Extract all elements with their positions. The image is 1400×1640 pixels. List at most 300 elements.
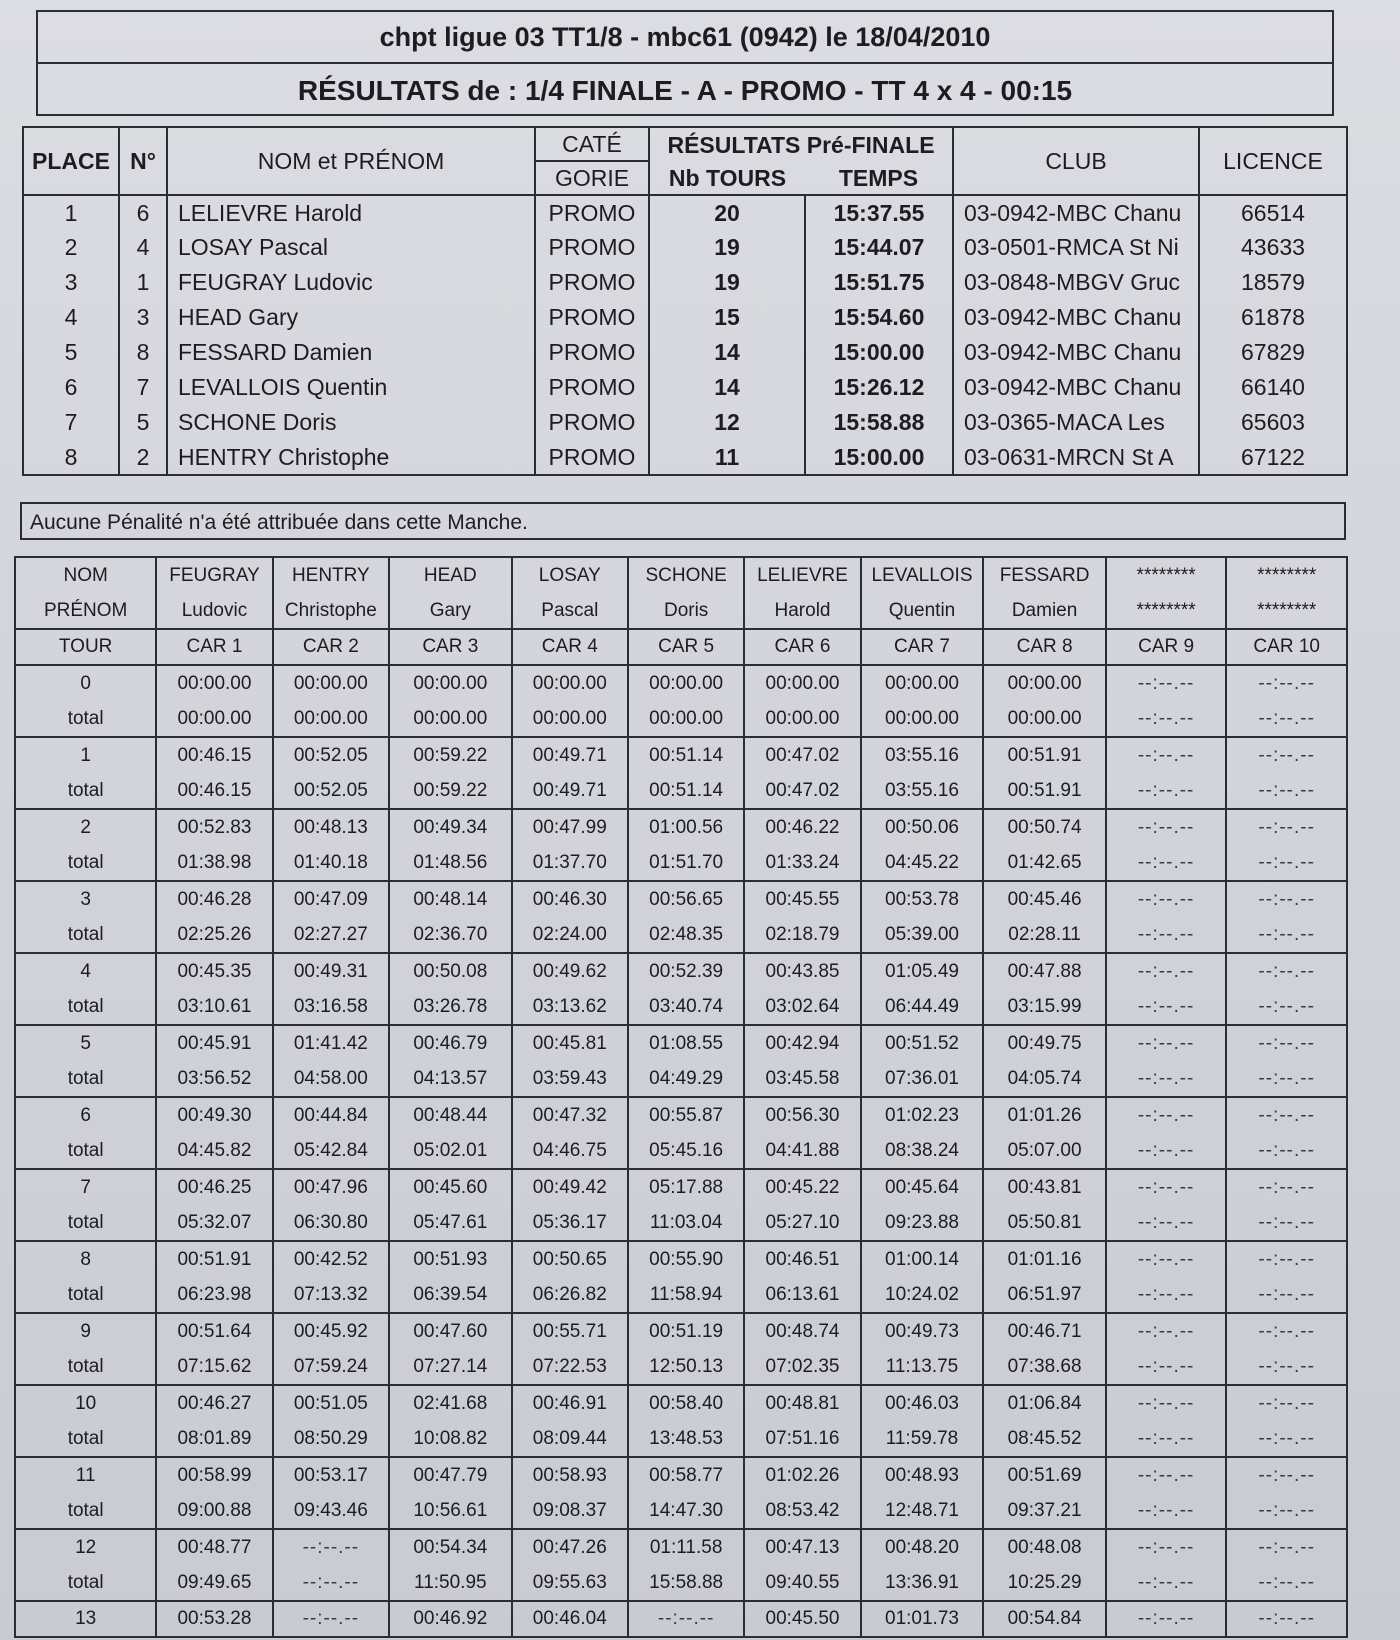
lap-row	[15, 881, 1347, 917]
total-time: --:--.--	[1106, 1349, 1227, 1385]
driver-nom: FESSARD	[983, 557, 1106, 593]
total-label: total	[15, 917, 156, 953]
total-time: 00:51.91	[983, 773, 1106, 809]
total-time: 09:23.88	[861, 1205, 984, 1241]
total-time: 05:36.17	[512, 1205, 628, 1241]
lap-number: 13	[15, 1601, 156, 1637]
total-time: 11:50.95	[389, 1565, 512, 1601]
driver-prenom: Harold	[744, 593, 860, 629]
total-time: 08:09.44	[512, 1421, 628, 1457]
total-time: 08:38.24	[861, 1133, 984, 1169]
total-time: 07:22.53	[512, 1349, 628, 1385]
total-time: 00:00.00	[744, 701, 860, 737]
lap-time: 00:50.08	[389, 953, 512, 989]
total-row	[15, 1493, 1347, 1529]
total-time: 07:38.68	[983, 1349, 1106, 1385]
lap-time: 00:45.46	[983, 881, 1106, 917]
result-licence: 43633	[1199, 230, 1347, 265]
total-time: --:--.--	[1106, 773, 1227, 809]
total-time: 09:37.21	[983, 1493, 1106, 1529]
lap-row	[15, 1385, 1347, 1421]
total-label: total	[15, 1493, 156, 1529]
lap-time: 00:47.79	[389, 1457, 512, 1493]
lap-time: 00:49.31	[273, 953, 389, 989]
lap-time: 01:11.58	[628, 1529, 744, 1565]
lap-time: 01:05.49	[861, 953, 984, 989]
result-laps: 14	[649, 370, 805, 405]
lap-time: --:--.--	[273, 1601, 389, 1637]
total-time: 02:36.70	[389, 917, 512, 953]
total-label: total	[15, 1421, 156, 1457]
lap-time: --:--.--	[1226, 1241, 1347, 1277]
lap-time: 00:47.60	[389, 1313, 512, 1349]
lap-time: 00:49.30	[156, 1097, 272, 1133]
results-body	[23, 195, 1347, 475]
total-time: 00:00.00	[628, 701, 744, 737]
lap-time: 01:08.55	[628, 1025, 744, 1061]
lap-number: 8	[15, 1241, 156, 1277]
total-time: 07:36.01	[861, 1061, 984, 1097]
total-time: 08:50.29	[273, 1421, 389, 1457]
total-time: 05:50.81	[983, 1205, 1106, 1241]
driver-prenom: Doris	[628, 593, 744, 629]
lap-time: 00:56.30	[744, 1097, 860, 1133]
lap-time: 00:58.40	[628, 1385, 744, 1421]
result-club: 03-0848-MBGV Gruc	[953, 265, 1199, 300]
lap-row	[15, 1601, 1347, 1637]
total-time: 07:13.32	[273, 1277, 389, 1313]
driver-prenom: ********	[1106, 593, 1227, 629]
driver-car: CAR 7	[861, 629, 984, 665]
lap-time: 00:51.91	[156, 1241, 272, 1277]
label-prenom: PRÉNOM	[15, 593, 156, 629]
lap-time: 00:46.79	[389, 1025, 512, 1061]
result-row	[23, 300, 1347, 335]
lap-time: 00:55.87	[628, 1097, 744, 1133]
result-number: 2	[119, 440, 167, 475]
lap-time: 00:46.71	[983, 1313, 1106, 1349]
driver-nom: SCHONE	[628, 557, 744, 593]
total-time: --:--.--	[1226, 1565, 1347, 1601]
lap-time: 00:46.30	[512, 881, 628, 917]
total-time: --:--.--	[1106, 1421, 1227, 1457]
lap-time: 00:54.34	[389, 1529, 512, 1565]
lap-time: 00:00.00	[983, 665, 1106, 701]
total-time: 07:59.24	[273, 1349, 389, 1385]
lap-time: 00:49.71	[512, 737, 628, 773]
lap-time: --:--.--	[1106, 1385, 1227, 1421]
driver-nom: LELIEVRE	[744, 557, 860, 593]
lap-time: --:--.--	[1106, 1241, 1227, 1277]
result-time: 15:54.60	[805, 300, 953, 335]
lap-time: 00:46.92	[389, 1601, 512, 1637]
total-time: 07:51.16	[744, 1421, 860, 1457]
lap-time: 01:01.16	[983, 1241, 1106, 1277]
total-time: 06:23.98	[156, 1277, 272, 1313]
lap-time: --:--.--	[1226, 1313, 1347, 1349]
lap-time: 00:44.84	[273, 1097, 389, 1133]
result-place: 6	[23, 370, 119, 405]
lap-time: --:--.--	[1106, 1025, 1227, 1061]
header-row-car	[15, 629, 1347, 665]
lap-time: --:--.--	[1106, 1601, 1227, 1637]
lap-time: 00:46.28	[156, 881, 272, 917]
result-laps: 15	[649, 300, 805, 335]
total-time: 04:45.82	[156, 1133, 272, 1169]
lap-number: 9	[15, 1313, 156, 1349]
lap-time: 01:00.14	[861, 1241, 984, 1277]
total-time: --:--.--	[273, 1565, 389, 1601]
result-laps: 19	[649, 265, 805, 300]
col-club: CLUB	[953, 127, 1199, 195]
result-place: 3	[23, 265, 119, 300]
total-time: 03:45.58	[744, 1061, 860, 1097]
lap-time: 00:52.39	[628, 953, 744, 989]
lap-time: 00:58.99	[156, 1457, 272, 1493]
lap-time: 00:46.25	[156, 1169, 272, 1205]
total-row	[15, 1565, 1347, 1601]
result-place: 4	[23, 300, 119, 335]
lap-time: 00:48.08	[983, 1529, 1106, 1565]
total-label: total	[15, 1061, 156, 1097]
result-licence: 66514	[1199, 195, 1347, 230]
lap-time: 00:52.05	[273, 737, 389, 773]
total-label: total	[15, 1277, 156, 1313]
lap-number: 11	[15, 1457, 156, 1493]
lap-time: --:--.--	[628, 1601, 744, 1637]
total-row	[15, 1349, 1347, 1385]
results-table	[22, 126, 1348, 476]
total-time: 00:47.02	[744, 773, 860, 809]
total-row	[15, 845, 1347, 881]
lap-time: 00:46.15	[156, 737, 272, 773]
total-time: 01:38.98	[156, 845, 272, 881]
result-licence: 67829	[1199, 335, 1347, 370]
total-row	[15, 917, 1347, 953]
col-licence: LICENCE	[1199, 127, 1347, 195]
lap-time: 00:46.03	[861, 1385, 984, 1421]
total-time: --:--.--	[1226, 701, 1347, 737]
driver-prenom: Pascal	[512, 593, 628, 629]
lap-time: 00:49.75	[983, 1025, 1106, 1061]
total-time: 10:24.02	[861, 1277, 984, 1313]
lap-time: 00:48.77	[156, 1529, 272, 1565]
total-time: 02:18.79	[744, 917, 860, 953]
result-club: 03-0942-MBC Chanu	[953, 300, 1199, 335]
lap-row	[15, 1457, 1347, 1493]
driver-car: CAR 5	[628, 629, 744, 665]
lap-time: 00:51.69	[983, 1457, 1106, 1493]
lap-number: 2	[15, 809, 156, 845]
lap-time: 01:06.84	[983, 1385, 1106, 1421]
result-time: 15:51.75	[805, 265, 953, 300]
col-prefinal: RÉSULTATS Pré-FINALE	[649, 127, 953, 161]
col-time: TEMPS	[805, 161, 953, 195]
lap-time: 00:00.00	[156, 665, 272, 701]
result-time: 15:00.00	[805, 335, 953, 370]
total-time: 06:51.97	[983, 1277, 1106, 1313]
lap-row	[15, 1097, 1347, 1133]
lap-time: 00:49.73	[861, 1313, 984, 1349]
result-row	[23, 195, 1347, 230]
total-time: 06:26.82	[512, 1277, 628, 1313]
total-time: --:--.--	[1106, 1277, 1227, 1313]
total-time: 13:36.91	[861, 1565, 984, 1601]
total-label: total	[15, 1133, 156, 1169]
total-time: 03:56.52	[156, 1061, 272, 1097]
driver-car: CAR 8	[983, 629, 1106, 665]
lap-row	[15, 1529, 1347, 1565]
result-laps: 20	[649, 195, 805, 230]
total-time: 03:13.62	[512, 989, 628, 1025]
driver-prenom: Ludovic	[156, 593, 272, 629]
lap-time: 00:58.77	[628, 1457, 744, 1493]
result-place: 2	[23, 230, 119, 265]
total-label: total	[15, 845, 156, 881]
lap-time: 00:48.74	[744, 1313, 860, 1349]
result-name: FEUGRAY Ludovic	[167, 265, 535, 300]
lap-time: 00:46.04	[512, 1601, 628, 1637]
result-number: 1	[119, 265, 167, 300]
total-time: 03:10.61	[156, 989, 272, 1025]
total-time: 01:42.65	[983, 845, 1106, 881]
total-time: 12:48.71	[861, 1493, 984, 1529]
lap-time: 00:45.22	[744, 1169, 860, 1205]
result-category: PROMO	[535, 195, 649, 230]
lap-time: 00:46.22	[744, 809, 860, 845]
lap-time: --:--.--	[1226, 737, 1347, 773]
lap-time: 00:48.14	[389, 881, 512, 917]
total-time: --:--.--	[1226, 1205, 1347, 1241]
driver-car: CAR 2	[273, 629, 389, 665]
total-label: total	[15, 989, 156, 1025]
total-row	[15, 1133, 1347, 1169]
lap-row	[15, 1313, 1347, 1349]
lap-time: --:--.--	[1106, 1457, 1227, 1493]
lap-row	[15, 809, 1347, 845]
lap-time: 00:48.81	[744, 1385, 860, 1421]
total-time: --:--.--	[1106, 845, 1227, 881]
total-time: 10:08.82	[389, 1421, 512, 1457]
total-time: 00:52.05	[273, 773, 389, 809]
lap-time: 00:45.64	[861, 1169, 984, 1205]
total-time: 15:58.88	[628, 1565, 744, 1601]
result-number: 3	[119, 300, 167, 335]
lap-time: 00:53.28	[156, 1601, 272, 1637]
lap-time: --:--.--	[1226, 1385, 1347, 1421]
driver-car: CAR 1	[156, 629, 272, 665]
total-time: --:--.--	[1226, 917, 1347, 953]
lap-time: 00:48.93	[861, 1457, 984, 1493]
lap-time: --:--.--	[1226, 1529, 1347, 1565]
total-time: 13:48.53	[628, 1421, 744, 1457]
result-licence: 66140	[1199, 370, 1347, 405]
lap-number: 1	[15, 737, 156, 773]
result-club: 03-0942-MBC Chanu	[953, 335, 1199, 370]
title-box	[36, 10, 1334, 116]
total-time: --:--.--	[1106, 1133, 1227, 1169]
result-number: 6	[119, 195, 167, 230]
lap-row	[15, 737, 1347, 773]
penalty-notice: Aucune Pénalité n'a été attribuée dans cette Manche.	[20, 502, 1346, 540]
total-time: 09:43.46	[273, 1493, 389, 1529]
total-time: 00:00.00	[861, 701, 984, 737]
result-category: PROMO	[535, 335, 649, 370]
col-number: N°	[119, 127, 167, 195]
lap-time: --:--.--	[1226, 1457, 1347, 1493]
lap-time: 00:53.78	[861, 881, 984, 917]
result-category: PROMO	[535, 405, 649, 440]
lap-time: 00:47.02	[744, 737, 860, 773]
total-time: 03:15.99	[983, 989, 1106, 1025]
result-name: LELIEVRE Harold	[167, 195, 535, 230]
lap-time: 00:00.00	[273, 665, 389, 701]
result-time: 15:00.00	[805, 440, 953, 475]
result-row	[23, 440, 1347, 475]
total-time: 02:28.11	[983, 917, 1106, 953]
total-time: 04:58.00	[273, 1061, 389, 1097]
driver-nom: HEAD	[389, 557, 512, 593]
total-time: 12:50.13	[628, 1349, 744, 1385]
lap-time: --:--.--	[1106, 665, 1227, 701]
total-time: 02:27.27	[273, 917, 389, 953]
total-time: 10:25.29	[983, 1565, 1106, 1601]
lap-time: 00:46.51	[744, 1241, 860, 1277]
total-time: 00:00.00	[512, 701, 628, 737]
lap-row	[15, 1241, 1347, 1277]
driver-nom: LOSAY	[512, 557, 628, 593]
lap-time: 01:02.23	[861, 1097, 984, 1133]
total-time: 05:07.00	[983, 1133, 1106, 1169]
result-category: PROMO	[535, 370, 649, 405]
lap-time: 00:51.14	[628, 737, 744, 773]
col-category-bottom: GORIE	[535, 161, 649, 195]
result-place: 7	[23, 405, 119, 440]
result-laps: 19	[649, 230, 805, 265]
result-club: 03-0942-MBC Chanu	[953, 370, 1199, 405]
result-licence: 61878	[1199, 300, 1347, 335]
total-time: 05:42.84	[273, 1133, 389, 1169]
header-row-prenom	[15, 593, 1347, 629]
lap-time: 00:00.00	[389, 665, 512, 701]
lap-time: --:--.--	[1226, 1097, 1347, 1133]
result-category: PROMO	[535, 230, 649, 265]
lap-time: 00:55.71	[512, 1313, 628, 1349]
result-number: 5	[119, 405, 167, 440]
total-time: 09:49.65	[156, 1565, 272, 1601]
total-label: total	[15, 1565, 156, 1601]
lap-time: --:--.--	[1106, 1169, 1227, 1205]
laps-table	[14, 556, 1348, 1638]
lap-time: 00:00.00	[861, 665, 984, 701]
lap-time: 00:42.52	[273, 1241, 389, 1277]
lap-time: 00:48.44	[389, 1097, 512, 1133]
lap-time: 00:46.27	[156, 1385, 272, 1421]
lap-time: 00:00.00	[744, 665, 860, 701]
lap-time: 00:52.83	[156, 809, 272, 845]
result-name: FESSARD Damien	[167, 335, 535, 370]
label-tour: TOUR	[15, 629, 156, 665]
driver-nom: LEVALLOIS	[861, 557, 984, 593]
result-category: PROMO	[535, 300, 649, 335]
driver-prenom: Christophe	[273, 593, 389, 629]
result-number: 7	[119, 370, 167, 405]
lap-time: 00:42.94	[744, 1025, 860, 1061]
lap-time: 00:45.81	[512, 1025, 628, 1061]
lap-time: --:--.--	[1226, 1169, 1347, 1205]
result-club: 03-0365-MACA Les	[953, 405, 1199, 440]
total-time: 07:27.14	[389, 1349, 512, 1385]
lap-time: 00:46.91	[512, 1385, 628, 1421]
total-time: --:--.--	[1106, 701, 1227, 737]
lap-time: --:--.--	[1226, 1601, 1347, 1637]
result-place: 5	[23, 335, 119, 370]
total-time: 09:55.63	[512, 1565, 628, 1601]
total-time: 05:39.00	[861, 917, 984, 953]
total-time: 04:13.57	[389, 1061, 512, 1097]
lap-time: 00:51.05	[273, 1385, 389, 1421]
total-time: --:--.--	[1226, 1277, 1347, 1313]
lap-time: --:--.--	[1226, 809, 1347, 845]
lap-row	[15, 1169, 1347, 1205]
lap-time: 00:51.19	[628, 1313, 744, 1349]
total-time: 02:24.00	[512, 917, 628, 953]
driver-car: CAR 9	[1106, 629, 1227, 665]
lap-time: 02:41.68	[389, 1385, 512, 1421]
driver-nom: HENTRY	[273, 557, 389, 593]
lap-time: 01:41.42	[273, 1025, 389, 1061]
total-time: 01:37.70	[512, 845, 628, 881]
total-time: 08:01.89	[156, 1421, 272, 1457]
lap-time: 00:45.60	[389, 1169, 512, 1205]
total-time: 11:13.75	[861, 1349, 984, 1385]
total-time: 06:44.49	[861, 989, 984, 1025]
driver-car: CAR 4	[512, 629, 628, 665]
lap-number: 5	[15, 1025, 156, 1061]
total-time: --:--.--	[1106, 1061, 1227, 1097]
total-time: --:--.--	[1226, 1133, 1347, 1169]
total-time: --:--.--	[1226, 1061, 1347, 1097]
total-time: 04:45.22	[861, 845, 984, 881]
total-time: 07:02.35	[744, 1349, 860, 1385]
lap-time: 00:49.62	[512, 953, 628, 989]
total-time: 05:02.01	[389, 1133, 512, 1169]
total-time: 00:51.14	[628, 773, 744, 809]
lap-time: 00:00.00	[512, 665, 628, 701]
lap-time: --:--.--	[1226, 1025, 1347, 1061]
lap-time: 00:50.74	[983, 809, 1106, 845]
lap-time: 00:45.91	[156, 1025, 272, 1061]
lap-time: 00:00.00	[628, 665, 744, 701]
lap-time: 03:55.16	[861, 737, 984, 773]
lap-time: 00:47.13	[744, 1529, 860, 1565]
total-time: 04:46.75	[512, 1133, 628, 1169]
result-row	[23, 335, 1347, 370]
result-category: PROMO	[535, 440, 649, 475]
lap-time: --:--.--	[1106, 1313, 1227, 1349]
lap-time: 00:56.65	[628, 881, 744, 917]
total-time: --:--.--	[1226, 1349, 1347, 1385]
total-row	[15, 1061, 1347, 1097]
col-laps: Nb TOURS	[649, 161, 805, 195]
race-title: RÉSULTATS de : 1/4 FINALE - A - PROMO - TT 4 x 4 - 00:15	[297, 75, 1073, 106]
lap-time: 00:50.06	[861, 809, 984, 845]
lap-time: 00:45.92	[273, 1313, 389, 1349]
total-time: 02:48.35	[628, 917, 744, 953]
driver-nom: FEUGRAY	[156, 557, 272, 593]
total-time: 03:16.58	[273, 989, 389, 1025]
lap-time: --:--.--	[1106, 953, 1227, 989]
